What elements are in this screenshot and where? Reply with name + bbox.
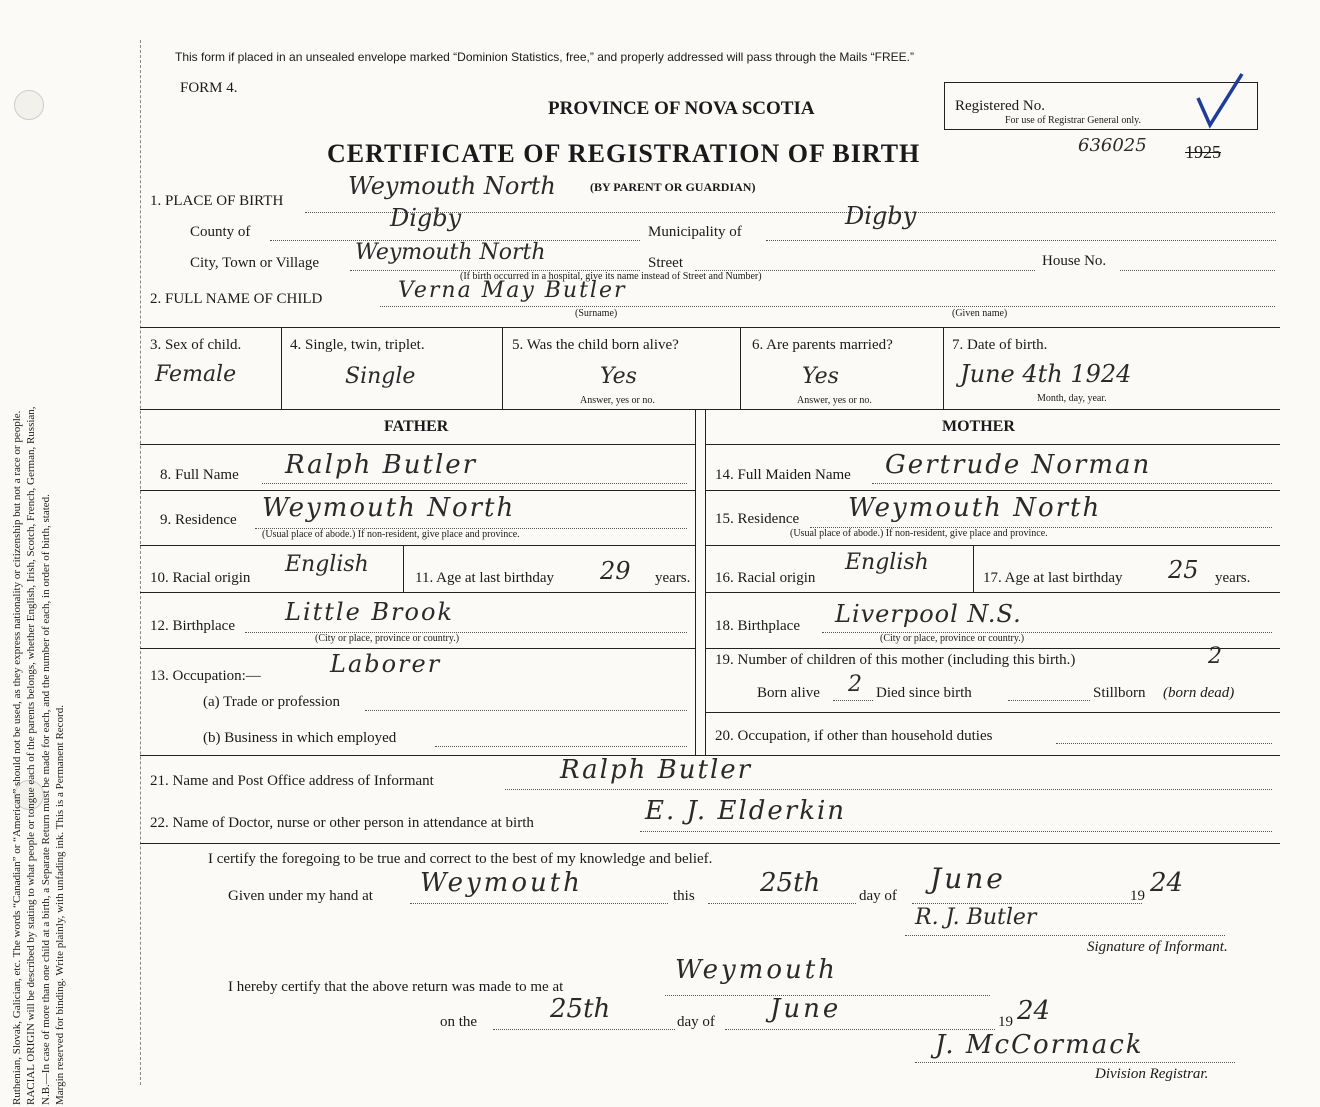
- date-of-birth-value: June 4th 1924: [960, 360, 1132, 388]
- postal-notice: This form if placed in an unsealed envelope marked “Dominion Statistics, free,” and properly addressed will pass through the Mails “FREE.”: [175, 50, 915, 64]
- margin-notes: [10, 65, 90, 1105]
- father-name-label: 8. Full Name: [160, 467, 239, 483]
- died-since-birth-label: Died since birth: [876, 685, 972, 701]
- registrar-statement: I hereby certify that the above return was made to me at: [228, 979, 564, 995]
- stillborn-note: (born dead): [1163, 685, 1235, 701]
- father-birthplace-value: Little Brook: [285, 598, 454, 626]
- given-place-value: Weymouth: [420, 868, 583, 898]
- mother-name-value: Gertrude Norman: [885, 450, 1152, 480]
- yes-no-note: Answer, yes or no.: [797, 395, 872, 406]
- plurality-label: 4. Single, twin, triplet.: [290, 337, 425, 353]
- rule: [140, 327, 1280, 328]
- father-header: FATHER: [384, 418, 449, 435]
- dotted-line: [1008, 700, 1090, 701]
- sex-label: 3. Sex of child.: [150, 337, 242, 353]
- registration-number: 636025: [1078, 135, 1147, 156]
- plurality-value: Single: [345, 364, 416, 389]
- informant-signature-label: Signature of Informant.: [1087, 939, 1228, 955]
- rule: [695, 409, 696, 755]
- rule: [740, 327, 741, 409]
- dotted-line: [915, 1062, 1235, 1063]
- children-count-label: 19. Number of children of this mother (including this birth.): [715, 652, 1076, 668]
- born-alive-count-label: Born alive: [757, 685, 820, 701]
- margin-note-line: RACIAL ORIGIN will be described by stating to what people or tongue each of the parents belongs, whether English, Irish, Scotch, French, German, Russian,: [25, 406, 38, 1105]
- doctor-label: 22. Name of Doctor, nurse or other person in attendance at birth: [150, 815, 534, 831]
- mother-age-value: 25: [1168, 556, 1199, 584]
- child-name-label: 2. FULL NAME OF CHILD: [150, 291, 323, 307]
- registrar-place-value: Weymouth: [675, 955, 838, 985]
- county-label: County of: [190, 224, 251, 240]
- father-years-label: years.: [655, 570, 691, 586]
- informant-value: Ralph Butler: [560, 755, 753, 785]
- rule: [403, 545, 404, 592]
- father-age-value: 29: [600, 557, 631, 585]
- residence-note: (Usual place of abode.) If non-resident, give place and province.: [262, 529, 520, 540]
- dotted-line: [1056, 743, 1272, 744]
- rule: [140, 444, 695, 445]
- rule: [140, 490, 695, 491]
- trade-label: (a) Trade or profession: [203, 694, 341, 710]
- birthplace-note: (City or place, province or country.): [880, 633, 1025, 644]
- municipality-value: Digby: [845, 202, 917, 230]
- certify-statement: I certify the foregoing to be true and correct to the best of my knowledge and belief.: [208, 851, 713, 867]
- day-of-label: day of: [677, 1014, 715, 1030]
- street-label: Street: [648, 255, 683, 271]
- rule: [705, 444, 1280, 445]
- given-month-value: June: [930, 862, 1006, 895]
- dotted-line: [245, 632, 687, 633]
- rule: [705, 648, 1280, 649]
- dotted-line: [766, 240, 1276, 241]
- registrar-year-value: 24: [1017, 996, 1051, 1026]
- registrar-day-value: 25th: [550, 994, 611, 1024]
- mother-name-label: 14. Full Maiden Name: [715, 467, 851, 483]
- margin-note-line: Margin reserved for binding. Write plainly, with unfading ink. This is a Permanent Record.: [53, 705, 66, 1105]
- rule: [140, 409, 1280, 410]
- margin-note-line: N.B.—In case of more than one child at a birth, a Separate Return must be made for each, and the number of each, in order of birth, stated.: [39, 494, 52, 1105]
- yes-no-note: Answer, yes or no.: [580, 395, 655, 406]
- registrar-month-value: June: [770, 994, 842, 1024]
- mdy-note: Month, day, year.: [1037, 393, 1107, 404]
- father-residence-value: Weymouth North: [262, 493, 516, 523]
- parents-married-label: 6. Are parents married?: [752, 337, 893, 353]
- rule: [705, 490, 1280, 491]
- city-value: Weymouth North: [355, 240, 546, 265]
- father-age-label: 11. Age at last birthday: [415, 570, 554, 586]
- day-of-label: day of: [859, 888, 897, 904]
- city-label: City, Town or Village: [190, 255, 320, 271]
- given-name-note: (Given name): [952, 308, 1008, 319]
- dotted-line: [905, 935, 1225, 936]
- mother-header: MOTHER: [942, 418, 1015, 435]
- dotted-line: [262, 483, 687, 484]
- father-birthplace-label: 12. Birthplace: [150, 618, 235, 634]
- registrar-only-note: For use of Registrar General only.: [1005, 115, 1141, 126]
- dotted-line: [833, 700, 873, 701]
- rule: [140, 545, 695, 546]
- check-mark-icon: [1190, 70, 1250, 130]
- rule: [140, 592, 695, 593]
- rule: [943, 327, 944, 409]
- house-no-label: House No.: [1042, 253, 1107, 269]
- registrar-signature-label: Division Registrar.: [1095, 1066, 1209, 1082]
- given-under-hand-label: Given under my hand at: [228, 888, 373, 904]
- place-of-birth-value: Weymouth North: [348, 172, 556, 200]
- page-title: CERTIFICATE OF REGISTRATION OF BIRTH: [327, 139, 921, 168]
- father-occupation-label: 13. Occupation:—: [150, 668, 261, 684]
- given-day-value: 25th: [760, 868, 821, 898]
- dotted-line: [708, 903, 856, 904]
- binding-rule: [140, 40, 141, 1085]
- dotted-line: [872, 483, 1272, 484]
- business-label: (b) Business in which employed: [203, 730, 397, 746]
- parent-guardian-note: (BY PARENT OR GUARDIAN): [590, 180, 756, 194]
- hospital-note: (If birth occurred in a hospital, give its name instead of Street and Number): [460, 271, 762, 282]
- rule: [281, 327, 282, 409]
- place-of-birth-label: 1. PLACE OF BIRTH: [150, 193, 284, 209]
- this-label: this: [673, 888, 695, 904]
- dotted-line: [640, 831, 1272, 832]
- dotted-line: [365, 710, 687, 711]
- given-year-value: 24: [1150, 868, 1184, 898]
- on-the-label: on the: [440, 1014, 478, 1030]
- dotted-line: [380, 306, 1275, 307]
- surname-note: (Surname): [575, 308, 618, 319]
- born-alive-label: 5. Was the child born alive?: [512, 337, 679, 353]
- mother-racial-label: 16. Racial origin: [715, 570, 816, 586]
- rule: [973, 545, 974, 592]
- municipality-label: Municipality of: [648, 224, 742, 240]
- mother-racial-value: English: [845, 550, 929, 575]
- father-residence-label: 9. Residence: [160, 512, 237, 528]
- dotted-line: [410, 903, 668, 904]
- born-alive-value: Yes: [600, 364, 637, 389]
- rule: [705, 592, 1280, 593]
- margin-note-line: Ruthenian, Slovak, Galician, etc. The words “Canadian” or “American” should not be used, as they express nationality or citizenship but not a race or people.: [11, 410, 23, 1105]
- born-alive-count-value: 2: [848, 672, 862, 697]
- mother-birthplace-label: 18. Birthplace: [715, 618, 800, 634]
- form-label: FORM 4.: [180, 80, 238, 96]
- mother-residence-label: 15. Residence: [715, 511, 800, 527]
- father-name-value: Ralph Butler: [285, 450, 478, 480]
- father-occupation-value: Laborer: [330, 650, 442, 678]
- dotted-line: [912, 903, 1142, 904]
- stillborn-label: Stillborn: [1093, 685, 1146, 701]
- rule: [705, 712, 1280, 713]
- year-prefix: 19: [1130, 888, 1145, 904]
- doctor-value: E. J. Elderkin: [645, 796, 847, 826]
- registered-no-label: Registered No.: [955, 98, 1045, 114]
- father-racial-label: 10. Racial origin: [150, 570, 251, 586]
- rule: [705, 545, 1280, 546]
- mother-years-label: years.: [1215, 570, 1251, 586]
- dotted-line: [435, 746, 687, 747]
- parents-married-value: Yes: [802, 364, 839, 389]
- date-of-birth-label: 7. Date of birth.: [952, 337, 1048, 353]
- informant-label: 21. Name and Post Office address of Informant: [150, 773, 434, 789]
- rule: [140, 648, 695, 649]
- province-title: PROVINCE OF NOVA SCOTIA: [548, 98, 815, 119]
- sex-value: Female: [155, 362, 237, 387]
- mother-birthplace-value: Liverpool N.S.: [835, 600, 1022, 628]
- struck-year: 1925: [1185, 142, 1221, 162]
- mother-occupation-label: 20. Occupation, if other than household duties: [715, 728, 993, 744]
- rule: [502, 327, 503, 409]
- informant-signature: R. J. Butler: [915, 905, 1037, 930]
- father-racial-value: English: [285, 552, 369, 577]
- birthplace-note: (City or place, province or country.): [315, 633, 460, 644]
- rule: [140, 843, 1280, 844]
- year-prefix: 19: [998, 1014, 1013, 1030]
- registrar-signature: J. McCormack: [935, 1030, 1144, 1060]
- dotted-line: [1120, 270, 1275, 271]
- county-value: Digby: [390, 204, 462, 232]
- rule: [705, 409, 706, 755]
- children-count-value: 2: [1208, 644, 1222, 669]
- dotted-line: [505, 789, 1272, 790]
- child-name-value: Verna May Butler: [398, 278, 627, 303]
- residence-note: (Usual place of abode.) If non-resident, give place and province.: [790, 528, 1048, 539]
- mother-residence-value: Weymouth North: [848, 493, 1102, 523]
- dotted-line: [493, 1029, 675, 1030]
- mother-age-label: 17. Age at last birthday: [983, 570, 1123, 586]
